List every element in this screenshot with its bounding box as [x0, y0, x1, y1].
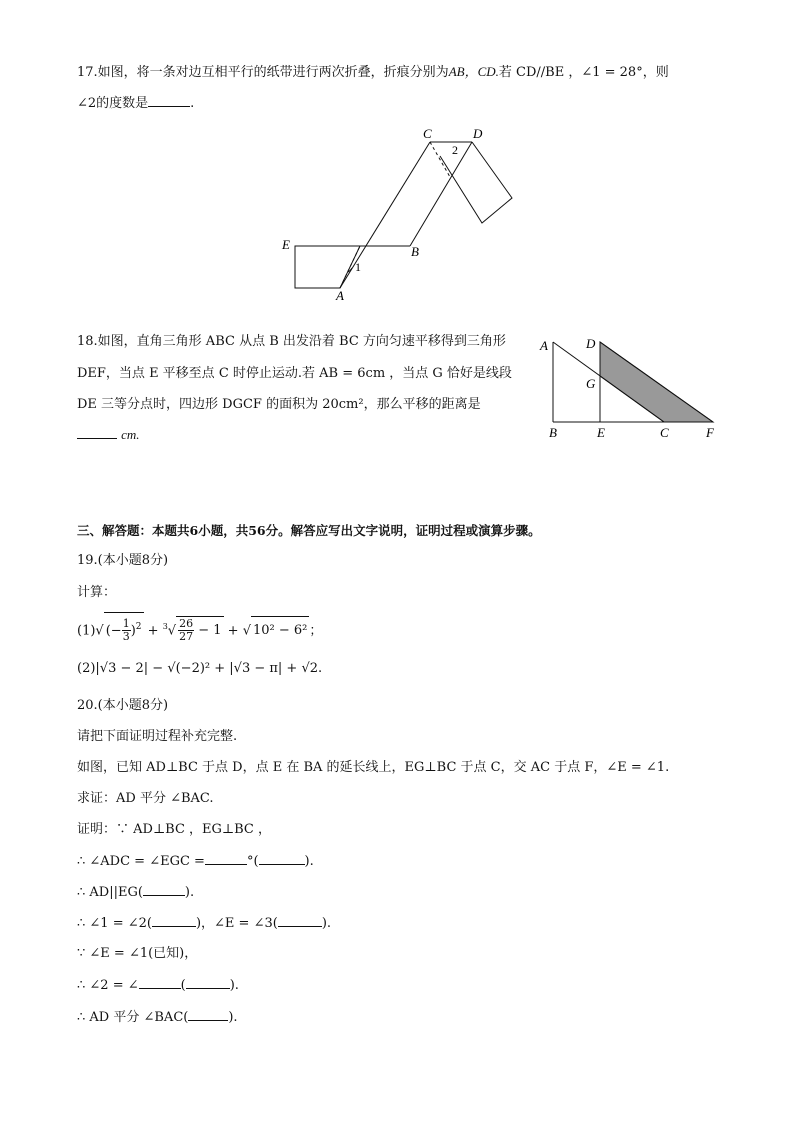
q17-line2: ∠2的度数是 .	[77, 96, 195, 111]
q18-unit: cm.	[121, 427, 140, 442]
label-G: G	[586, 376, 596, 391]
step-text: ∴ ∠ADC = ∠EGC =	[77, 854, 205, 869]
answer-blank[interactable]	[278, 914, 322, 927]
plus-sign: +	[147, 623, 159, 639]
label-C: C	[423, 126, 432, 141]
fold-rect-left	[295, 246, 360, 288]
minus-one: − 1	[198, 623, 222, 639]
step-text: ).	[321, 916, 332, 931]
q19-calc-label: 计算：	[77, 585, 117, 600]
denominator: 3	[122, 630, 130, 644]
step-text: )，∠E = ∠3(	[195, 916, 278, 931]
radicand-2	[176, 616, 223, 645]
step-text: ).	[304, 854, 314, 869]
q19-title: 19.(本小题8分)	[77, 553, 169, 568]
step-text: ).	[229, 978, 239, 993]
q20-given: 如图，已知 AD⊥BC 于点 D，点 E 在 BA 的延长线上，EG⊥BC 于点 C，交 AC 于点 F，∠E = ∠1.	[77, 760, 670, 775]
q20-step2	[77, 883, 194, 902]
step-text: ∴ ∠2 = ∠	[77, 978, 139, 993]
q18-line4	[77, 426, 140, 445]
part1-label: (1)	[77, 623, 96, 639]
step-text: ∴ AD||EG(	[77, 885, 143, 900]
answer-blank[interactable]	[139, 976, 181, 989]
q20-step1	[77, 852, 314, 871]
answer-blank[interactable]	[205, 852, 247, 865]
denominator: 27	[179, 630, 194, 644]
q17-vars: AB，CD.	[448, 64, 499, 79]
answer-blank[interactable]	[77, 426, 117, 439]
label-E: E	[282, 237, 290, 252]
label-F: F	[706, 425, 714, 440]
paren-close: )	[130, 623, 136, 639]
cube-root-icon: √	[167, 623, 177, 639]
numerator: 26	[179, 617, 194, 631]
q20-title: 20.(本小题8分)	[77, 698, 169, 713]
semicolon: ；	[309, 623, 323, 639]
q18-line1: 18.如图，直角三角形 ABC 从点 B 出发沿着 BC 方向匀速平移得到三角形	[77, 334, 506, 349]
angle-1-label: 1	[355, 260, 361, 274]
step-text: °(	[246, 854, 259, 869]
q20-step5	[77, 976, 239, 995]
step-text: ∴ ∠1 = ∠2(	[77, 916, 152, 931]
step-text: ∴ AD 平分 ∠BAC(	[77, 1010, 189, 1025]
q20-step6	[77, 1008, 238, 1027]
q19-part2: (2)|√3 − 2| − √(−2)² + |√3 − π| + √2.	[77, 661, 323, 676]
plus-sign: +	[227, 623, 239, 639]
q18-line3: DE 三等分点时，四边形 DGCF 的面积为 20cm²，那么平移的距离是	[77, 397, 481, 412]
label-A: A	[540, 338, 548, 353]
q20-step3	[77, 914, 331, 933]
label-D: D	[586, 336, 596, 351]
q20-prove: 求证：AD 平分 ∠BAC.	[77, 791, 214, 806]
answer-blank[interactable]	[188, 1008, 228, 1021]
q20-step4: ∵ ∠E = ∠1(已知)，	[77, 946, 198, 961]
paren-open: (−	[105, 623, 122, 639]
q17-figure	[270, 120, 530, 305]
label-B: B	[549, 425, 557, 440]
label-C: C	[660, 425, 669, 440]
numerator: 1	[122, 617, 130, 631]
q17-question: ∠2的度数是	[77, 96, 149, 111]
sqrt-icon: √	[242, 623, 251, 639]
q17-text: 17.如图，将一条对边互相平行的纸带进行两次折叠，折痕分别为	[77, 65, 449, 80]
q20-instruction: 请把下面证明过程补充完整.	[77, 729, 238, 744]
angle-2-label: 2	[452, 143, 458, 157]
label-D: D	[473, 126, 483, 141]
label-A: A	[336, 288, 344, 303]
answer-blank[interactable]	[186, 976, 230, 989]
fraction-1-3	[122, 618, 131, 643]
q17-cond: 若 CD//BE ，∠1 = 28°，则	[498, 65, 669, 80]
q17-line1	[77, 63, 669, 82]
radicand-3: 10² − 6²	[251, 616, 309, 645]
answer-blank[interactable]	[143, 883, 185, 896]
fraction-26-27	[178, 618, 194, 643]
radicand-1: (− $\frac{1}{3}$ )$^2$	[104, 612, 144, 645]
step-text: ).	[184, 885, 195, 900]
label-B: B	[411, 244, 419, 259]
step-text: ).	[228, 1010, 238, 1025]
section-heading: 三、解答题：本题共6小题，共56分。解答应写出文字说明，证明过程或演算步骤。	[77, 523, 541, 538]
sqrt-icon: √	[95, 623, 104, 639]
q18-figure	[534, 330, 724, 445]
answer-blank[interactable]	[152, 914, 196, 927]
step-text: (	[180, 978, 186, 993]
answer-blank[interactable]	[259, 852, 305, 865]
label-E: E	[597, 425, 605, 440]
answer-blank[interactable]	[148, 94, 190, 107]
q19-part1: (1)√ (− $\frac{1}{3}$ )$^2$ + $^3$√ $\frac{26}{27}$ − 1 + √ 10² − 6² ；	[77, 612, 322, 645]
q18-line2: DEF，当点 E 平移至点 C 时停止运动.若 AB = 6cm ，当点 G 恰好是线段	[77, 366, 512, 381]
q20-proof-start: 证明：∵ AD⊥BC ，EG⊥BC ，	[77, 822, 272, 837]
